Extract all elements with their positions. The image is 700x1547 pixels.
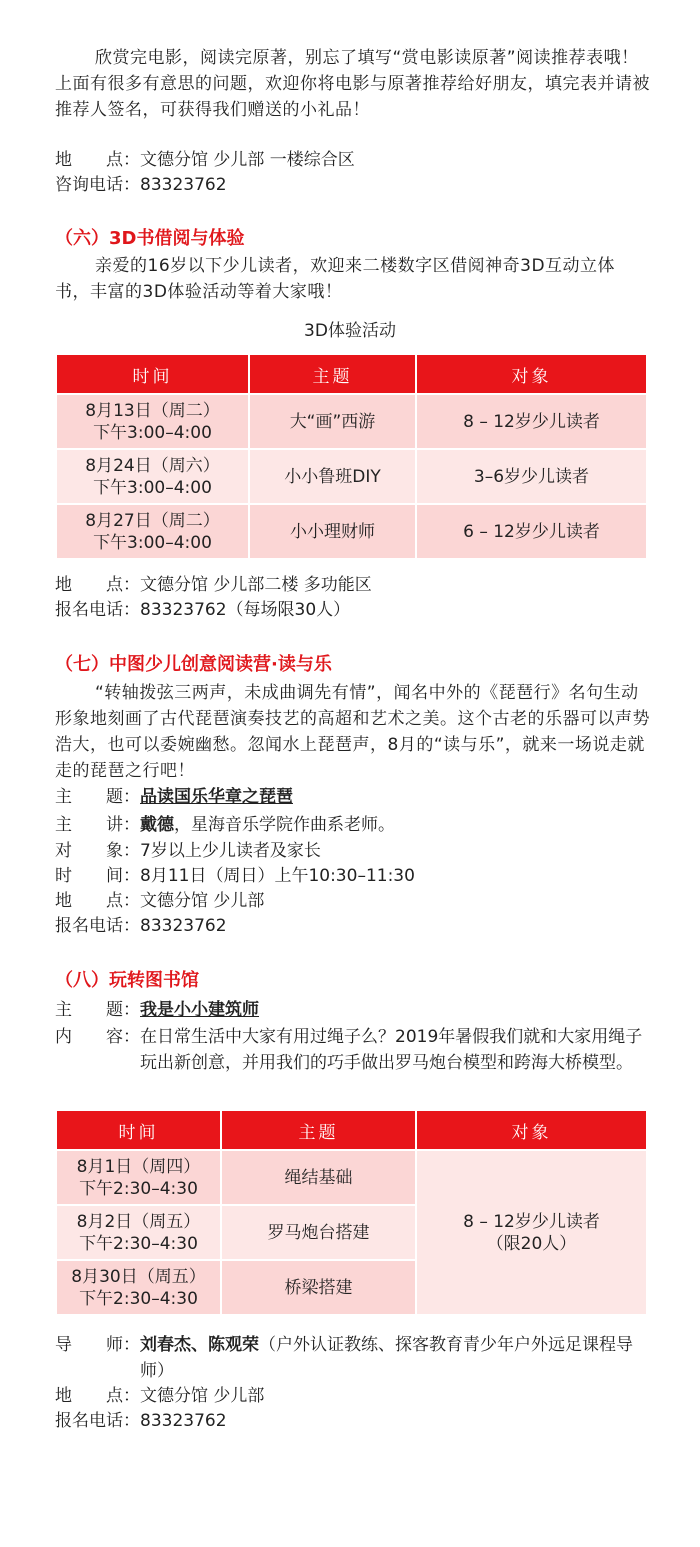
tutor-desc: （户外认证教练、探客教育青少年户外远足课程导师） xyxy=(140,1335,633,1381)
location-label: 地 点： xyxy=(55,150,140,170)
section7-title: （七）中图少儿创意阅读营·读与乐 xyxy=(55,654,332,675)
table-row xyxy=(56,1150,647,1205)
audience-label: 对 象： xyxy=(55,841,140,861)
header-topic: 主题 xyxy=(221,1110,416,1150)
cell-topic: 小小理财师 xyxy=(249,504,416,559)
section8-content xyxy=(55,1024,650,1076)
phone-label: 报名电话： xyxy=(55,600,140,620)
section7-phone xyxy=(55,914,650,939)
cell-target: 6 – 12岁少儿读者 xyxy=(416,504,647,559)
section6-location xyxy=(55,573,650,598)
section8-tutor xyxy=(55,1332,650,1384)
target-value: 8 – 12岁少儿读者 xyxy=(463,1211,600,1232)
phone-value: 83323762 xyxy=(140,916,227,936)
location-value: 文德分馆 少儿部二楼 多功能区 xyxy=(140,575,372,595)
phone-label: 报名电话： xyxy=(55,1411,140,1431)
table-row xyxy=(56,449,647,504)
phone-label: 报名电话： xyxy=(55,916,140,936)
header-target: 对象 xyxy=(416,1110,647,1150)
location-label: 地 点： xyxy=(55,891,140,911)
header-time: 时间 xyxy=(56,1110,221,1150)
tutor-names: 刘春杰、陈观荣 xyxy=(140,1335,259,1355)
section6-phone xyxy=(55,598,650,623)
cell-topic: 桥梁搭建 xyxy=(221,1260,416,1315)
table-row xyxy=(56,394,647,449)
section8-title: （八）玩转图书馆 xyxy=(55,970,199,991)
section7-theme xyxy=(55,785,650,810)
content-label: 内 容： xyxy=(55,1027,140,1047)
phone-value: 83323762（每场限30人） xyxy=(140,600,351,620)
location-value: 文德分馆 少儿部 xyxy=(140,1386,265,1406)
theme-value: 我是小小建筑师 xyxy=(140,1000,259,1020)
time-label: 时 间： xyxy=(55,866,140,886)
section7-time xyxy=(55,864,650,889)
header-target: 对象 xyxy=(416,354,647,394)
cell-time: 8月24日（周六） 下午3:00–4:00 xyxy=(56,449,249,504)
target-limit: （限20人） xyxy=(486,1233,577,1254)
cell-target: 3–6岁少儿读者 xyxy=(416,449,647,504)
section6-table-caption: 3D体验活动 xyxy=(304,321,396,341)
cell-topic: 大“画”西游 xyxy=(249,394,416,449)
section8-theme xyxy=(55,998,650,1023)
location-value: 文德分馆 少儿部 一楼综合区 xyxy=(140,150,355,170)
phone-label: 咨询电话： xyxy=(55,175,140,195)
section7-speaker xyxy=(55,813,650,838)
cell-target xyxy=(416,1150,647,1315)
speaker-desc: ，星海音乐学院作曲系老师。 xyxy=(174,815,395,835)
theme-label: 主 题： xyxy=(55,787,140,807)
cell-topic: 罗马炮台搭建 xyxy=(221,1205,416,1260)
time-value: 8月11日（周日）上午10:30–11:30 xyxy=(140,866,415,886)
header-topic: 主题 xyxy=(249,354,416,394)
section6-title: （六）3D书借阅与体验 xyxy=(55,228,245,249)
intro-phone xyxy=(55,173,650,198)
location-value: 文德分馆 少儿部 xyxy=(140,891,265,911)
header-time: 时间 xyxy=(56,354,249,394)
cell-time: 8月27日（周二） 下午3:00–4:00 xyxy=(56,504,249,559)
speaker-label: 主 讲： xyxy=(55,815,140,835)
cell-topic: 小小鲁班DIY xyxy=(249,449,416,504)
section6-table xyxy=(55,353,648,560)
phone-value: 83323762 xyxy=(140,1411,227,1431)
section7-audience xyxy=(55,839,650,864)
theme-label: 主 题： xyxy=(55,1000,140,1020)
intro-paragraph: 欣赏完电影，阅读完原著，别忘了填写“赏电影读原著”阅读推荐表哦！上面有很多有意思的问题，欢迎你将电影与原著推荐给好朋友，填完表并请被推荐人签名，可获得我们赠送的小礼品！ xyxy=(55,48,650,120)
content-value: 在日常生活中大家有用过绳子么？2019年暑假我们就和大家用绳子玩出新创意，并用我们的巧手做出罗马炮台模型和跨海大桥模型。 xyxy=(140,1027,643,1073)
theme-value: 品读国乐华章之琵琶 xyxy=(140,787,293,807)
cell-time: 8月30日（周五） 下午2:30–4:30 xyxy=(56,1260,221,1315)
section7-paragraph: “转轴拨弦三两声，未成曲调先有情”，闻名中外的《琵琶行》名句生动形象地刻画了古代琵琶演奏技艺的高超和艺术之美。这个古老的乐器可以声势浩大，也可以委婉幽愁。忽闻水上琵琶声，8月的“读与乐”，就来一场说走就走的琵琶之行吧！ xyxy=(55,683,650,781)
section8-table xyxy=(55,1109,648,1316)
cell-time: 8月1日（周四） 下午2:30–4:30 xyxy=(56,1150,221,1205)
cell-time: 8月13日（周二） 下午3:00–4:00 xyxy=(56,394,249,449)
section8-location xyxy=(55,1384,650,1409)
table-row xyxy=(56,504,647,559)
intro-location xyxy=(55,148,650,173)
tutor-label: 导 师： xyxy=(55,1335,140,1355)
location-label: 地 点： xyxy=(55,1386,140,1406)
cell-topic: 绳结基础 xyxy=(221,1150,416,1205)
speaker-name: 戴德 xyxy=(140,815,174,835)
section8-phone xyxy=(55,1409,650,1434)
cell-time: 8月2日（周五） 下午2:30–4:30 xyxy=(56,1205,221,1260)
section6-paragraph: 亲爱的16岁以下少儿读者，欢迎来二楼数字区借阅神奇3D互动立体书，丰富的3D体验活动等着大家哦！ xyxy=(55,256,616,302)
location-label: 地 点： xyxy=(55,575,140,595)
cell-target: 8 – 12岁少儿读者 xyxy=(416,394,647,449)
phone-value: 83323762 xyxy=(140,175,227,195)
audience-value: 7岁以上少儿读者及家长 xyxy=(140,841,321,861)
section7-location xyxy=(55,889,650,914)
